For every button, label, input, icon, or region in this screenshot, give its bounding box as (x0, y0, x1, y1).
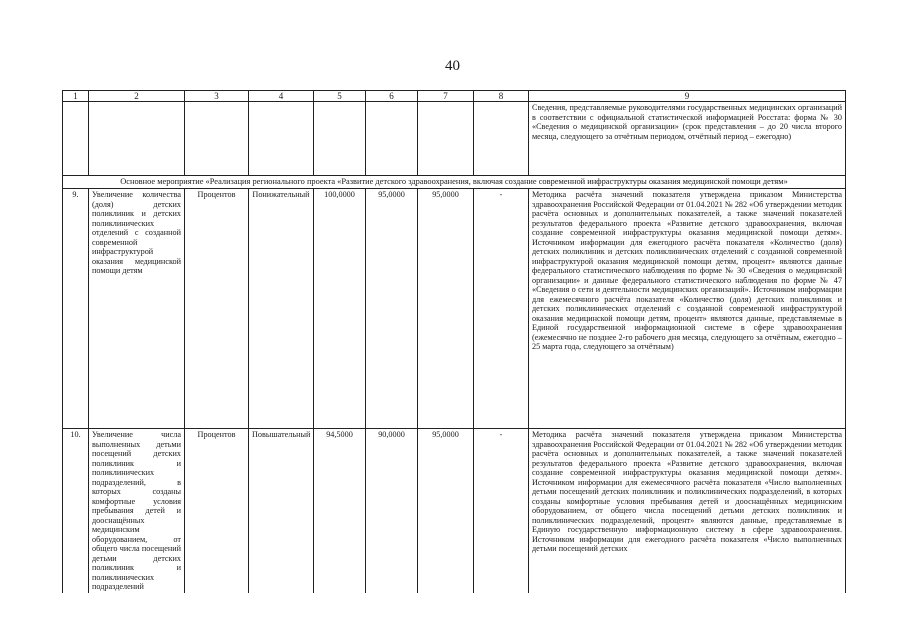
indicator-description: Методика расчёта значений показателя утверждена приказом Министерства здравоохранения Российской Федерации от 01.04.2021 № 282 «Об утверждении методик расчёта основных и дополнительных показателей, а также значений показателей результатов федерального проекта «Развитие детского здравоохранения, включая создание современной инфраструктуры оказания медицинской помощи детям». Источником информации для ежегодного расчёта показателя «Количество (доля) детских поликлиник и детских поликлинических отделений с созданной современной инфраструктурой оказания медицинской помощи детям, процент» являются данные федерального статистического наблюдения по форме № 30 «Сведения о медицинской организации» и данные федерального статистического наблюдения по форме № 47 «Сведения о сети и деятельности медицинских организаций». Источником информации для ежемесячного расчёта показателя «Количество (доля) детских поликлиник и детских поликлинических отделений с созданной современной инфраструктурой оказания медицинской помощи детям, процент» являются данные, представляемые в Единой государственной информационной системе в сфере здравоохранения (ежемесячно не позднее 2-го рабочего дня месяца, следующего за отчётным, ежегодно – 25 марта года, следующего за отчётным) (529, 189, 846, 429)
continuation-row (63, 102, 846, 176)
column-header: 8 (474, 91, 529, 102)
section-row (63, 176, 846, 189)
section-title: Основное мероприятие «Реализация регионального проекта «Развитие детского здравоохранения, включая создание современной инфраструктуры оказания медицинской помощи детям» (63, 176, 846, 189)
unit-cell: Процентов (185, 429, 249, 593)
column-header: 3 (185, 91, 249, 102)
value-cell: - (474, 429, 529, 593)
value-cell: 94,5000 (314, 429, 366, 593)
indicator-type: Повышательный (249, 429, 314, 593)
value-cell: 100,0000 (314, 189, 366, 429)
column-header: 4 (249, 91, 314, 102)
column-number-header (63, 91, 846, 102)
column-header: 1 (63, 91, 89, 102)
indicator-type: Понижательный (249, 189, 314, 429)
row-number: 10. (63, 429, 89, 593)
value-cell: 90,0000 (366, 429, 418, 593)
value-cell: - (474, 189, 529, 429)
indicators-table (62, 90, 846, 593)
page-number: 40 (445, 58, 460, 74)
indicator-name: Увеличение количества (доля) детских поликлиник и детских поликлинических отделений с созданной современной инфраструктурой оказания медицинской помощи детям (89, 189, 185, 429)
indicator-description: Методика расчёта значений показателя утверждена приказом Министерства здравоохранения Российской Федерации от 01.04.2021 № 282 «Об утверждении методик расчёта основных и дополнительных показателей, а также значений показателей результатов федерального проекта «Развитие детского здравоохранения, включая создание современной инфраструктуры оказания медицинской помощи детям». Источником информации для ежемесячного расчёта показателя «Число выполненных детьми посещений детских поликлиник и поликлинических подразделений, в которых созданы комфортные условия пребывания детей и дооснащённых медицинским оборудованием, от общего числа посещений детьми детских поликлиник и поликлинических подразделений, процент» являются данные, представляемые в Единую государственную информационную систему в сфере здравоохранения. Источником информации для ежегодного расчёта показателя «Число выполненных детьми посещений детских (529, 429, 846, 593)
column-header: 7 (418, 91, 474, 102)
unit-cell: Процентов (185, 189, 249, 429)
column-header: 5 (314, 91, 366, 102)
indicator-name: Увеличение числа выполненных детьми посещений детских поликлиник и поликлинических подразделений, в которых созданы комфортные условия пребывания детей и дооснащённых медицинским оборудованием, от общего числа посещений детьми детских поликлиник и поликлинических подразделений (89, 429, 185, 593)
column-header: 6 (366, 91, 418, 102)
continuation-description: Сведения, представляемые руководителями государственных медицинских организаций в соответствии с официальной статистической информацией Росстата: форма № 30 «Сведения о медицинской организации» (срок представления – до 20 числа второго месяца, следующего за отчётным периодом, отчётный период – ежегодно) (529, 102, 846, 176)
table-row (63, 189, 846, 429)
value-cell: 95,0000 (418, 429, 474, 593)
column-header: 9 (529, 91, 846, 102)
row-number: 9. (63, 189, 89, 429)
value-cell: 95,0000 (418, 189, 474, 429)
table-row (63, 429, 846, 593)
column-header: 2 (89, 91, 185, 102)
value-cell: 95,0000 (366, 189, 418, 429)
